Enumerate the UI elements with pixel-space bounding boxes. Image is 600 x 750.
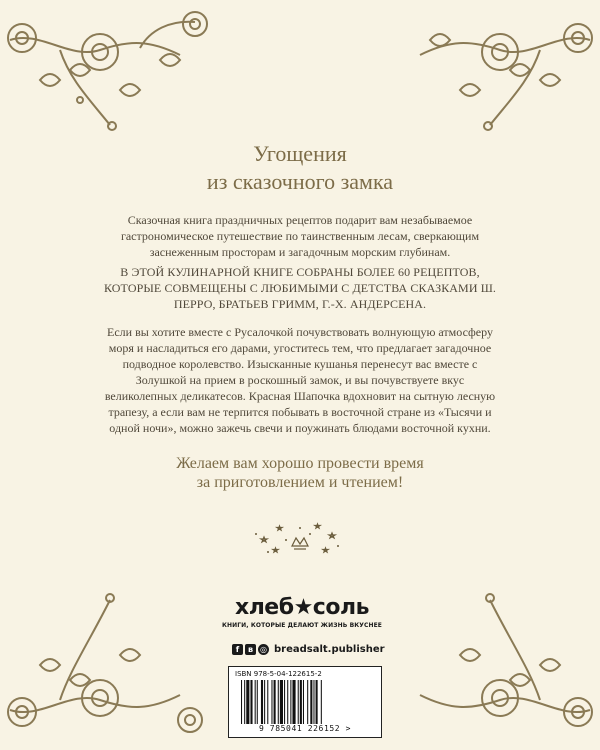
barcode-bar <box>316 680 318 724</box>
barcode-bar <box>307 680 308 724</box>
wish-line-2: за приготовлением и чтением! <box>196 474 404 491</box>
instagram-icon[interactable]: ◎ <box>258 644 269 655</box>
description-paragraph: Если вы хотите вместе с Русалочкой почувствовать волнующую атмосферу моря и насладиться его дарами, угоститесь тем, что предлагает загадочное подводное королевство. Изысканные кушанья перенесут вас вместе с Золушкой на прием в роскошный замок, и вы почувствуете вкус великолепных деликатесов. Красная Шапочка вдохновит на сытную лесную трапезу, а если вам не терпится побывать в восточной стране из «Тысячи и одной ночи», можно зажечь свечи и поужинать блюдами восточной кухни. <box>104 325 496 435</box>
isbn-barcode <box>228 666 382 738</box>
barcode-bar <box>244 680 245 724</box>
floral-ornament-top-left <box>0 0 240 140</box>
barcode-bar <box>280 680 283 724</box>
barcode-bar <box>290 680 291 724</box>
barcode-bar <box>292 680 295 724</box>
barcode-bar <box>274 680 276 724</box>
publisher-logo: хлеб★соль <box>235 595 369 620</box>
intro-paragraph: Сказочная книга праздничных рецептов подарит вам незабываемое гастрономическое путешествие по таинственным лесам, сверкающим заснеженным просторам и загадочным морским глубинам. <box>120 213 480 259</box>
social-links <box>232 642 385 656</box>
floral-ornament-bottom-right <box>360 580 600 750</box>
barcode-bar <box>250 680 252 724</box>
isbn-label: ISBN 978-5-04-122615-2 <box>235 670 322 678</box>
barcode-bar <box>284 680 285 724</box>
title-line-2: из сказочного замка <box>206 169 394 194</box>
publisher-tagline: КНИГИ, КОТОРЫЕ ДЕЛАЮТ ЖИЗНЬ ВКУСНЕЕ <box>222 622 382 629</box>
closing-wish <box>80 454 520 492</box>
barcode-bar <box>300 680 302 724</box>
barcode-bars <box>241 680 373 724</box>
barcode-bar <box>255 680 256 724</box>
barcode-bar <box>246 680 249 724</box>
title-line-1: Угощения <box>253 141 347 166</box>
barcode-bar <box>278 680 279 724</box>
wish-line-1: Желаем вам хорошо провести время <box>176 455 424 472</box>
barcode-bar <box>298 680 299 724</box>
barcode-bar <box>257 680 258 724</box>
barcode-bar <box>264 680 265 724</box>
barcode-bar <box>287 680 288 724</box>
floral-ornament-top-right <box>360 0 600 140</box>
barcode-bar <box>267 680 268 724</box>
barcode-bar <box>313 680 314 724</box>
barcode-bar <box>241 680 242 724</box>
recipes-count-paragraph: В ЭТОЙ КУЛИНАРНОЙ КНИГЕ СОБРАНЫ БОЛЕЕ 60 РЕЦЕПТОВ, КОТОРЫЕ СОВМЕЩЕНЫ С ЛЮБИМЫМИ С ДЕТСТВА СКАЗКАМИ Ш. ПЕРРО, БРАТЬЕВ ГРИММ, Г.-Х. АНДЕРСЕНА. <box>103 265 497 311</box>
barcode-bar <box>271 680 272 724</box>
book-title <box>0 140 600 196</box>
publisher-handle[interactable]: breadsalt.publisher <box>274 643 385 655</box>
barcode-bar <box>261 680 263 724</box>
barcode-bar <box>321 680 322 724</box>
floral-ornament-bottom-left <box>0 580 240 750</box>
barcode-bar <box>310 680 312 724</box>
barcode-bar <box>303 680 304 724</box>
barcode-digits: 9 785041 226152 > <box>258 724 352 733</box>
stars-crown-decoration <box>250 520 350 560</box>
vk-icon[interactable]: в <box>245 644 256 655</box>
facebook-icon[interactable]: f <box>232 644 243 655</box>
